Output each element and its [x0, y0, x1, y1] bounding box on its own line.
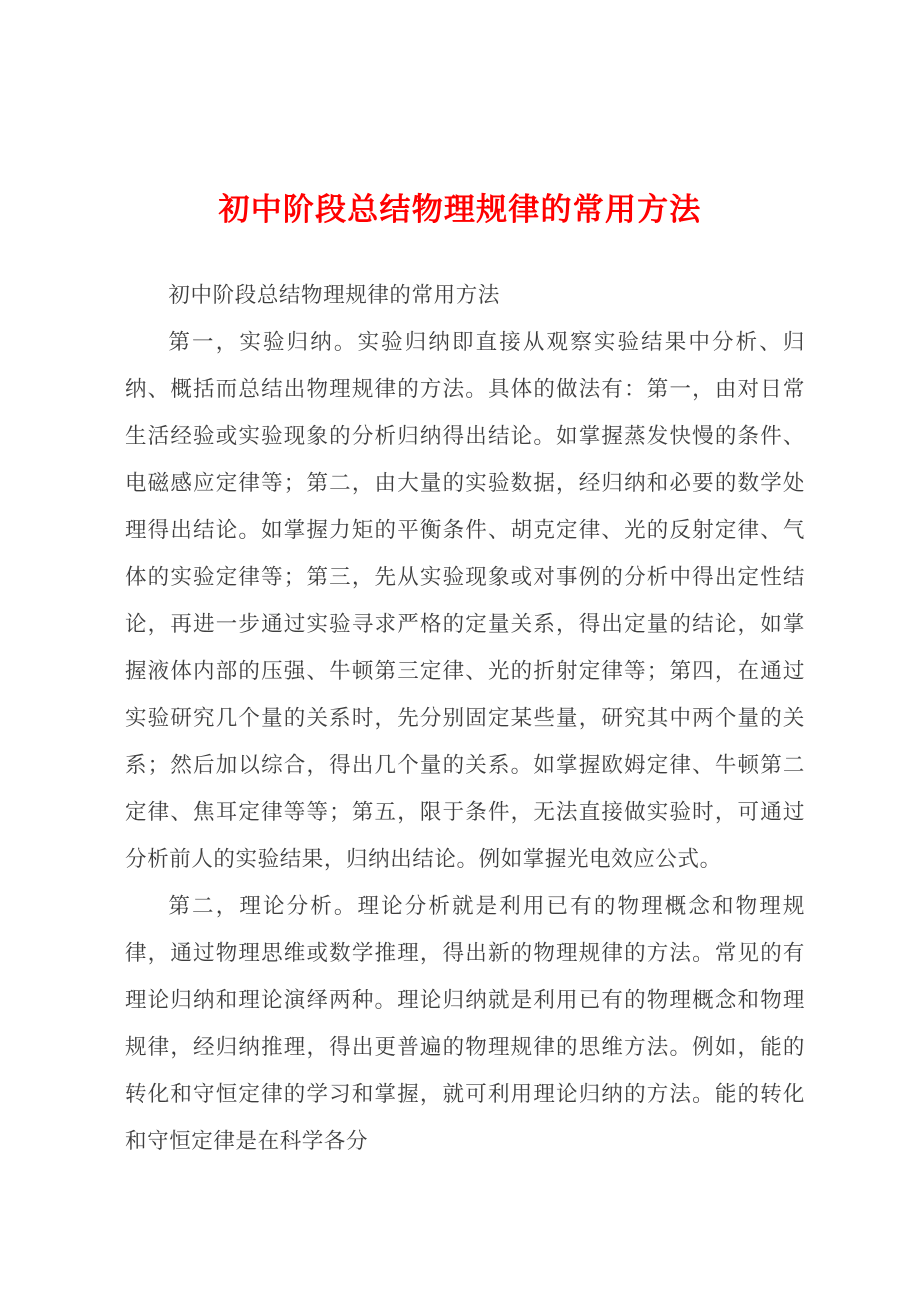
- paragraph-experimental-induction: 第一，实验归纳。实验归纳即直接从观察实验结果中分析、归纳、概括而总结出物理规律的方法。具体的做法有：第一，由对日常生活经验或实验现象的分析归纳得出结论。如掌握蒸发快慢的条件、电磁感应定律等；第二，由大量的实验数据，经归纳和必要的数学处理得出结论。如掌握力矩的平衡条件、胡克定律、光的反射定律、气体的实验定律等；第三，先从实验现象或对事例的分析中得出定性结论，再进一步通过实验寻求严格的定量关系，得出定量的结论，如掌握液体内部的压强、牛顿第三定律、光的折射定律等；第四，在通过实验研究几个量的关系时，先分别固定某些量，研究其中两个量的关系；然后加以综合，得出几个量的关系。如掌握欧姆定律、牛顿第二定律、焦耳定律等等；第五，限于条件，无法直接做实验时，可通过分析前人的实验结果，归纳出结论。例如掌握光电效应公式。: [125, 330, 805, 872]
- page-title: 初中阶段总结物理规律的常用方法: [218, 192, 702, 228]
- paragraph-theoretical-analysis: 第二，理论分析。理论分析就是利用已有的物理概念和物理规律，通过物理思维或数学推理，得出新的物理规律的方法。常见的有理论归纳和理论演绎两种。理论归纳就是利用已有的物理概念和物理规律，经归纳推理，得出更普遍的物理规律的思维方法。例如，能的转化和守恒定律的学习和掌握，就可利用理论归纳的方法。能的转化和守恒定律是在科学各分: [125, 894, 805, 1154]
- paragraph-heading-repeat: 初中阶段总结物理规律的常用方法: [168, 283, 500, 308]
- document-body: [0, 272, 920, 1165]
- top-margin-spacer: [0, 0, 920, 188]
- title-body-gap: [0, 232, 920, 272]
